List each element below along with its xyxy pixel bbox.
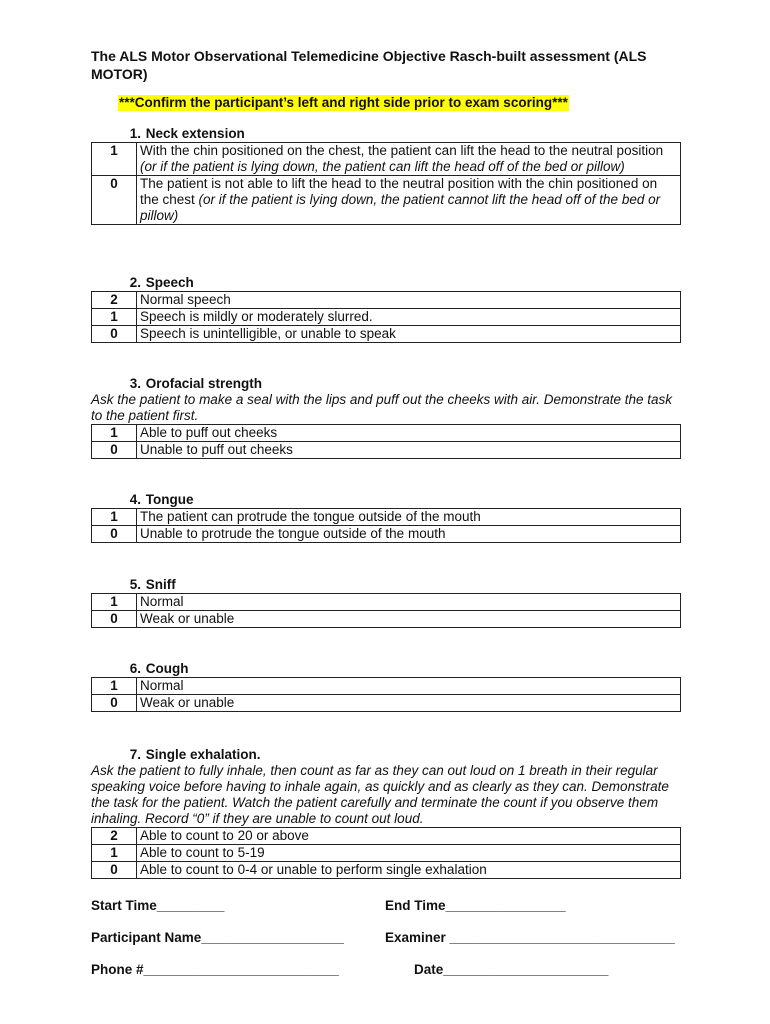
start-time-field[interactable]: Start Time_________ <box>91 898 225 913</box>
score-table <box>91 142 681 225</box>
score-table <box>91 508 681 543</box>
score-table <box>91 291 681 343</box>
score-row <box>92 862 681 879</box>
score-value: 0 <box>92 695 137 712</box>
score-description: Normal speech <box>137 292 681 309</box>
score-value: 2 <box>92 292 137 309</box>
item-heading: 7. Single exhalation. <box>129 747 261 762</box>
score-description: With the chin positioned on the chest, the patient can lift the head to the neutral position (or if the patient is lying down, the patient can lift the head off of the bed or pillow) <box>137 143 681 176</box>
score-table <box>91 424 681 459</box>
item-speech <box>91 275 681 343</box>
score-row <box>92 425 681 442</box>
score-value: 2 <box>92 828 137 845</box>
score-description: Normal <box>137 594 681 611</box>
score-row <box>92 828 681 845</box>
score-description: Able to count to 20 or above <box>137 828 681 845</box>
item-heading: 4. Tongue <box>129 492 194 507</box>
item-heading: 5. Sniff <box>129 577 176 592</box>
item-heading: 6. Cough <box>129 661 189 676</box>
score-value: 0 <box>92 862 137 879</box>
score-table <box>91 677 681 712</box>
score-description: Normal <box>137 678 681 695</box>
score-row <box>92 143 681 176</box>
score-description: The patient can protrude the tongue outside of the mouth <box>137 509 681 526</box>
score-row <box>92 176 681 225</box>
score-description: Unable to puff out cheeks <box>137 442 681 459</box>
score-description: Able to count to 5-19 <box>137 845 681 862</box>
score-description: Weak or unable <box>137 611 681 628</box>
score-value: 0 <box>92 442 137 459</box>
item-cough <box>91 661 681 712</box>
item-heading: 1. Neck extension <box>129 126 245 141</box>
score-description: Unable to protrude the tongue outside of the mouth <box>137 526 681 543</box>
score-row <box>92 611 681 628</box>
score-value: 0 <box>92 176 137 225</box>
score-row <box>92 509 681 526</box>
score-value: 1 <box>92 309 137 326</box>
item-sniff <box>91 577 681 628</box>
score-description: Able to count to 0-4 or unable to perform single exhalation <box>137 862 681 879</box>
score-description: Speech is unintelligible, or unable to speak <box>137 326 681 343</box>
end-time-field[interactable]: End Time________________ <box>385 898 566 913</box>
score-row <box>92 442 681 459</box>
score-value: 0 <box>92 526 137 543</box>
item-instruction: Ask the patient to make a seal with the lips and puff out the cheeks with air. Demonstrate the task to the patient first. <box>91 392 673 423</box>
score-table <box>91 593 681 628</box>
score-value: 1 <box>92 845 137 862</box>
phone-field[interactable]: Phone #__________________________ <box>91 962 339 977</box>
page-title: The ALS Motor Observational Telemedicine Objective Rasch-built assessment (ALS MOTOR) <box>91 48 647 82</box>
score-description: Speech is mildly or moderately slurred. <box>137 309 681 326</box>
score-table <box>91 827 681 879</box>
score-value: 1 <box>92 678 137 695</box>
item-heading: 2. Speech <box>129 275 194 290</box>
score-row <box>92 526 681 543</box>
item-single-exhalation <box>91 747 681 879</box>
date-field[interactable]: Date______________________ <box>414 962 609 977</box>
item-instruction: Ask the patient to fully inhale, then count as far as they can out loud on 1 breath in their regular speaking voice before having to inhale again, as quickly and as clearly as they can. Demonstrate the task for the patient. Watch the patient carefully and terminate the count if you observe them inhaling. Record “0” if they are unable to count out loud. <box>91 763 669 826</box>
participant-name-field[interactable]: Participant Name___________________ <box>91 930 344 945</box>
score-row <box>92 309 681 326</box>
score-row <box>92 292 681 309</box>
score-value: 1 <box>92 594 137 611</box>
score-row <box>92 845 681 862</box>
examiner-field[interactable]: Examiner ______________________________ <box>385 930 675 945</box>
score-value: 0 <box>92 611 137 628</box>
score-row <box>92 695 681 712</box>
score-value: 1 <box>92 509 137 526</box>
confirm-note: ***Confirm the participant’s left and right side prior to exam scoring*** <box>119 95 568 110</box>
item-orofacial-strength <box>91 376 681 459</box>
item-neck-extension <box>91 126 681 225</box>
score-description: Weak or unable <box>137 695 681 712</box>
score-value: 1 <box>92 143 137 176</box>
score-value: 0 <box>92 326 137 343</box>
item-heading: 3. Orofacial strength <box>129 376 263 391</box>
score-row <box>92 326 681 343</box>
score-value: 1 <box>92 425 137 442</box>
score-description: Able to puff out cheeks <box>137 425 681 442</box>
score-row <box>92 594 681 611</box>
item-tongue <box>91 492 681 543</box>
score-row <box>92 678 681 695</box>
score-description: The patient is not able to lift the head to the neutral position with the chin positioned on the chest (or if the patient is lying down, the patient cannot lift the head off of the bed or pillow) <box>137 176 681 225</box>
